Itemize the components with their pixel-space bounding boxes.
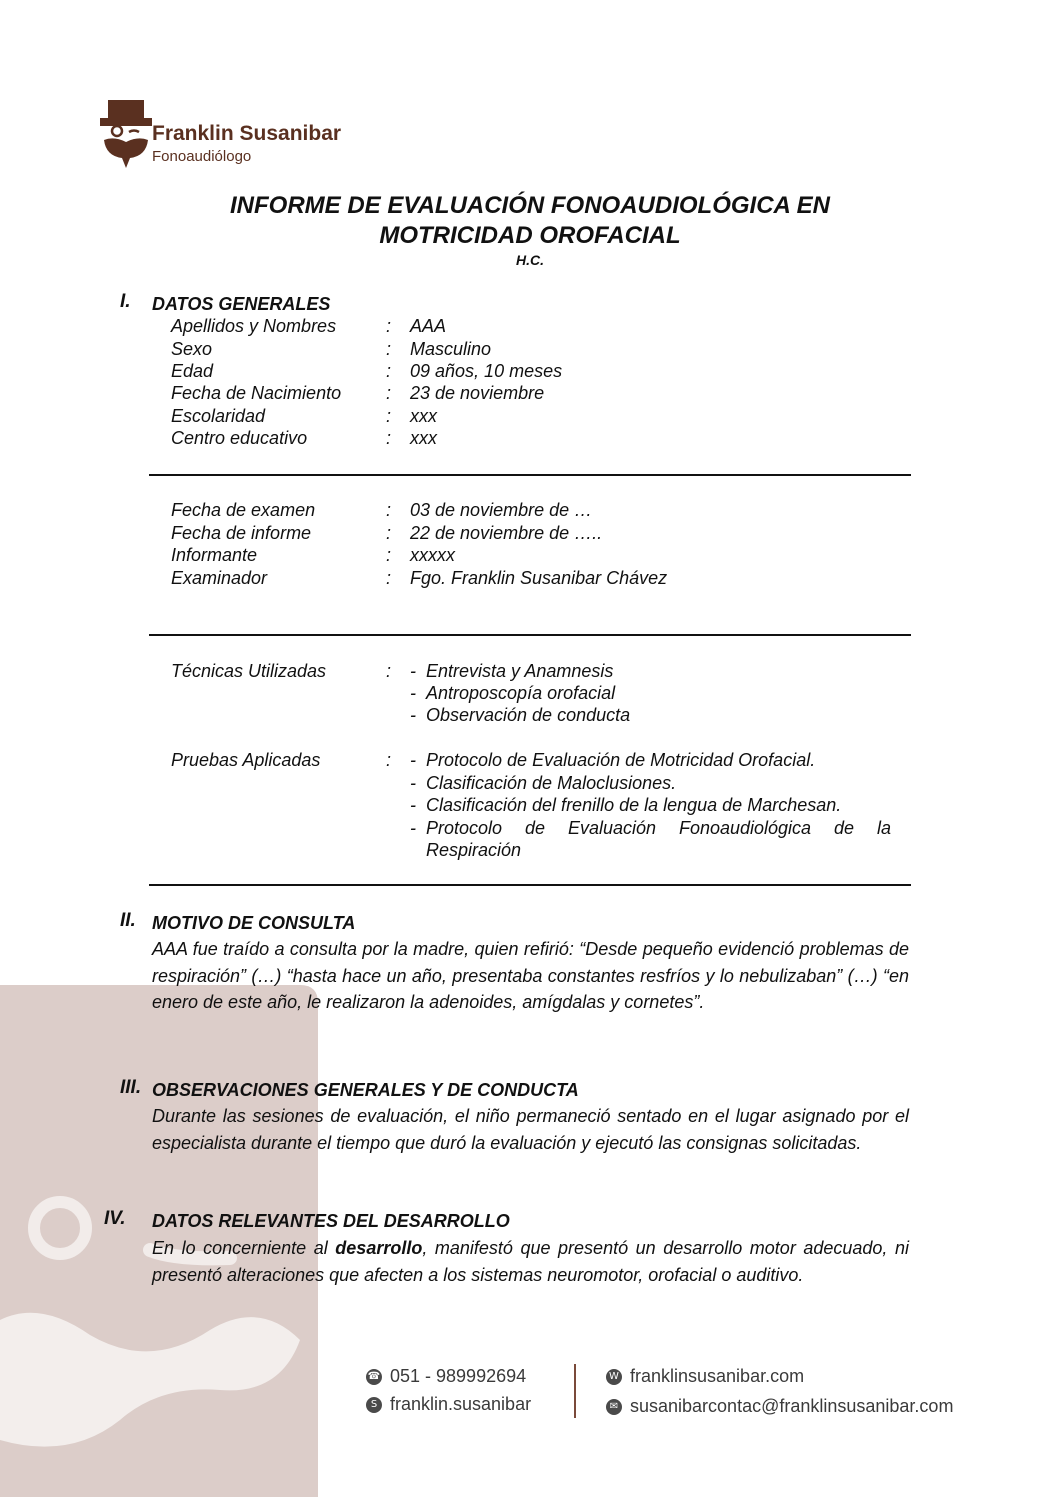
section-title: DATOS GENERALES	[152, 294, 331, 314]
divider	[149, 474, 911, 476]
brand-logo-icon	[100, 98, 152, 170]
field-label: Centro educativo	[171, 428, 308, 448]
field-colon: :	[386, 383, 392, 403]
skype-icon: S	[366, 1397, 382, 1413]
footer-email[interactable]: susanibarcontac@franklinsusanibar.com	[630, 1396, 954, 1416]
list-item: Clasificación del frenillo de la lengua de Marchesan.	[426, 795, 842, 815]
field-value: xxxxx	[410, 545, 455, 565]
list-item: Clasificación de Maloclusiones.	[426, 773, 677, 793]
section-title: DATOS RELEVANTES DEL DESARROLLO	[152, 1211, 510, 1231]
report-hc: H.C.	[516, 252, 544, 268]
list-item: Entrevista y Anamnesis	[426, 661, 614, 681]
field-value: 09 años, 10 meses	[410, 361, 563, 381]
field-colon: :	[386, 361, 392, 381]
report-title-line1: INFORME DE EVALUACIÓN FONOAUDIOLÓGICA EN	[230, 192, 830, 219]
field-value: Masculino	[410, 339, 492, 359]
paragraph-text: , manifestó que presentó un desarrollo motor adecuado, ni presentó alteraciones que afecten a los sistemas neuromotor, orofacial o auditivo.	[152, 1238, 909, 1285]
field-colon: :	[386, 545, 392, 565]
section-number: IV.	[104, 1208, 126, 1229]
section-paragraph: AAA fue traído a consulta por la madre, quien refirió: “Desde pequeño evidenció problemas de respiración” (…) “hasta hace un año, presentaba constantes resfríos y lo nebulizaban” (…) “en enero de este año, le realizaron la adenoides, amígdalas y cornetes”.	[152, 939, 909, 1012]
field-colon: :	[386, 661, 392, 681]
section-title: MOTIVO DE CONSULTA	[152, 913, 356, 933]
field-label: Informante	[171, 545, 258, 565]
divider	[149, 634, 911, 636]
field-colon: :	[386, 406, 392, 426]
divider	[149, 884, 911, 886]
email-icon: ✉	[606, 1399, 622, 1415]
section-title: OBSERVACIONES GENERALES Y DE CONDUCTA	[152, 1080, 579, 1100]
field-value: Fgo. Franklin Susanibar Chávez	[410, 568, 668, 588]
list-bullet: -	[410, 795, 416, 815]
field-colon: :	[386, 339, 392, 359]
footer-skype[interactable]: franklin.susanibar	[390, 1394, 532, 1414]
phone-icon: ☎	[366, 1369, 382, 1385]
web-icon: W	[606, 1369, 622, 1385]
list-bullet: -	[410, 773, 416, 793]
field-label: Apellidos y Nombres	[171, 316, 337, 336]
field-colon: :	[386, 750, 392, 770]
footer-separator	[574, 1364, 576, 1418]
field-label: Fecha de examen	[171, 500, 316, 520]
list-bullet: -	[410, 661, 416, 681]
field-label: Pruebas Aplicadas	[171, 750, 321, 770]
report-title-line2: MOTRICIDAD OROFACIAL	[379, 222, 681, 249]
list-bullet: -	[410, 750, 416, 770]
section-number: I.	[120, 291, 131, 312]
list-item: Antroposcopía orofacial	[426, 683, 616, 703]
section-number: II.	[120, 910, 136, 931]
footer-web[interactable]: franklinsusanibar.com	[630, 1366, 805, 1386]
field-colon: :	[386, 316, 392, 336]
list-bullet: -	[410, 683, 416, 703]
list-item: Protocolo de Evaluación de Motricidad Orofacial.	[426, 750, 816, 770]
section-number: III.	[120, 1077, 142, 1098]
brand-logo	[100, 98, 350, 173]
field-colon: :	[386, 428, 392, 448]
section-paragraph	[152, 1235, 909, 1288]
field-value: xxx	[410, 406, 437, 426]
field-value: AAA	[410, 316, 447, 336]
field-label: Edad	[171, 361, 214, 381]
footer-phone: 051 - 989992694	[390, 1366, 527, 1386]
field-label: Examinador	[171, 568, 268, 588]
list-item: Observación de conducta	[426, 705, 631, 725]
field-value: 22 de noviembre de …..	[410, 523, 603, 543]
paragraph-bold-text: desarrollo	[335, 1238, 423, 1258]
section-paragraph: Durante las sesiones de evaluación, el niño permaneció sentado en el lugar asignado por el especialista durante el tiempo que duró la evaluación y ejecutó las consignas solicitadas.	[152, 1106, 909, 1153]
field-label: Fecha de Nacimiento	[171, 383, 342, 403]
field-label: Escolaridad	[171, 406, 266, 426]
field-colon: :	[386, 568, 392, 588]
brand-subtitle: Fonoaudiólogo	[152, 148, 252, 165]
field-value: 23 de noviembre	[410, 383, 545, 403]
field-value: 03 de noviembre de …	[410, 500, 593, 520]
field-colon: :	[386, 523, 392, 543]
list-bullet: -	[410, 705, 416, 725]
field-value: xxx	[410, 428, 437, 448]
field-label: Sexo	[171, 339, 213, 359]
field-label: Fecha de informe	[171, 523, 312, 543]
list-bullet: -	[410, 818, 416, 838]
brand-name: Franklin Susanibar	[152, 122, 342, 145]
field-label: Técnicas Utilizadas	[171, 661, 327, 681]
list-item: Protocolo de Evaluación Fonoaudiológica de la	[426, 818, 891, 838]
paragraph-text: En lo concerniente al	[152, 1238, 336, 1258]
list-item-continued: Respiración	[426, 840, 522, 860]
field-colon: :	[386, 500, 392, 520]
